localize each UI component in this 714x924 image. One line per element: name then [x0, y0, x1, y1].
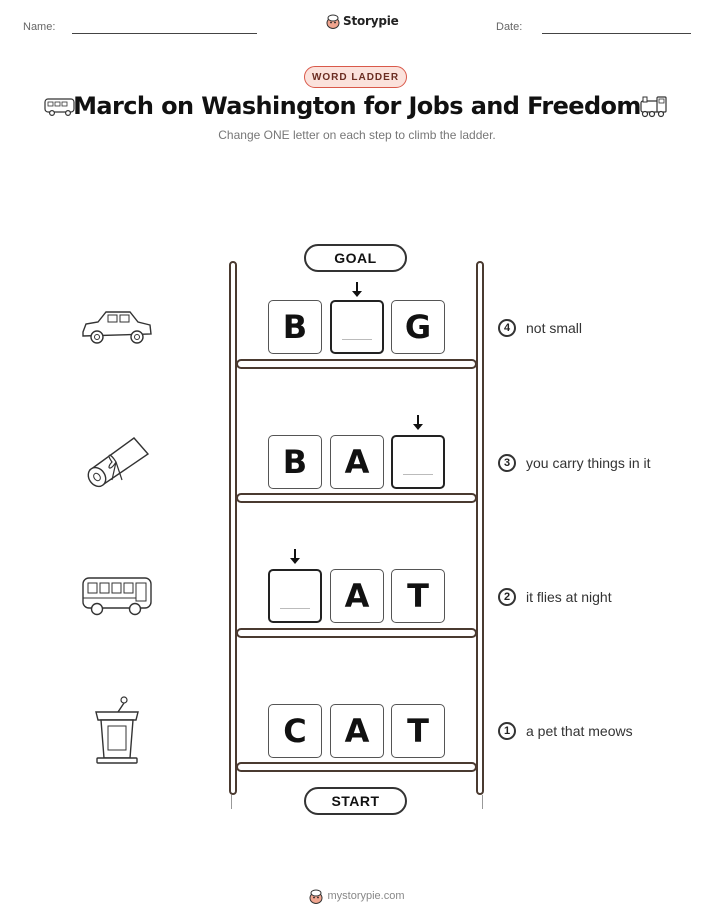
name-line[interactable] [72, 33, 257, 34]
date-line[interactable] [542, 33, 691, 34]
ladder-rail-right [476, 261, 484, 795]
clue-1 [498, 722, 633, 740]
clue-number: 3 [498, 454, 516, 472]
clue-text: a pet that meows [526, 723, 633, 739]
rail-foot-right [482, 795, 483, 809]
date-label: Date: [496, 21, 523, 33]
letter-tile: G [391, 300, 445, 354]
clue-number: 2 [498, 588, 516, 606]
letter-tile: B [268, 435, 322, 489]
letter-tile: A [330, 435, 384, 489]
letter-tile: A [330, 569, 384, 623]
change-arrow-icon [289, 549, 301, 565]
clue-2 [498, 588, 612, 606]
brand-name: Storypie [343, 14, 399, 28]
name-label: Name: [23, 21, 56, 33]
change-arrow-icon [412, 415, 424, 431]
blank-letter-tile[interactable] [268, 569, 322, 623]
ladder-rung [236, 359, 477, 369]
clue-text: you carry things in it [526, 455, 651, 471]
clue-number: 1 [498, 722, 516, 740]
letter-tile: B [268, 300, 322, 354]
clue-text: it flies at night [526, 589, 612, 605]
clue-3 [498, 454, 651, 472]
blank-letter-tile[interactable] [391, 435, 445, 489]
letter-tile: T [391, 704, 445, 758]
footer [0, 888, 714, 904]
letter-tile: C [268, 704, 322, 758]
footer-url[interactable]: mystorypie.com [327, 890, 405, 902]
goal-label: GOAL [304, 244, 407, 272]
page-title: March on Washington for Jobs and Freedom [73, 92, 641, 120]
brand-logo [326, 13, 399, 29]
letter-tile: T [391, 569, 445, 623]
train-icon [637, 95, 669, 119]
word-ladder-badge: WORD LADDER [304, 66, 407, 88]
clue-number: 4 [498, 319, 516, 337]
storypie-mascot-icon [326, 13, 340, 29]
start-label: START [304, 787, 407, 815]
diploma-scroll-icon [82, 432, 154, 490]
car-icon [80, 306, 154, 348]
clue-4 [498, 319, 582, 337]
clue-text: not small [526, 320, 583, 336]
change-arrow-icon [351, 282, 363, 298]
bus-icon [80, 574, 156, 618]
blank-letter-tile[interactable] [330, 300, 384, 354]
instructions: Change ONE letter on each step to climb the ladder. [218, 128, 496, 142]
ladder-rail-left [229, 261, 237, 795]
podium-icon [92, 694, 142, 766]
storypie-mascot-icon [309, 888, 323, 904]
ladder-rung [236, 628, 477, 638]
rail-foot-left [231, 795, 232, 809]
ladder-rung [236, 762, 477, 772]
ladder-rung [236, 493, 477, 503]
letter-tile: A [330, 704, 384, 758]
